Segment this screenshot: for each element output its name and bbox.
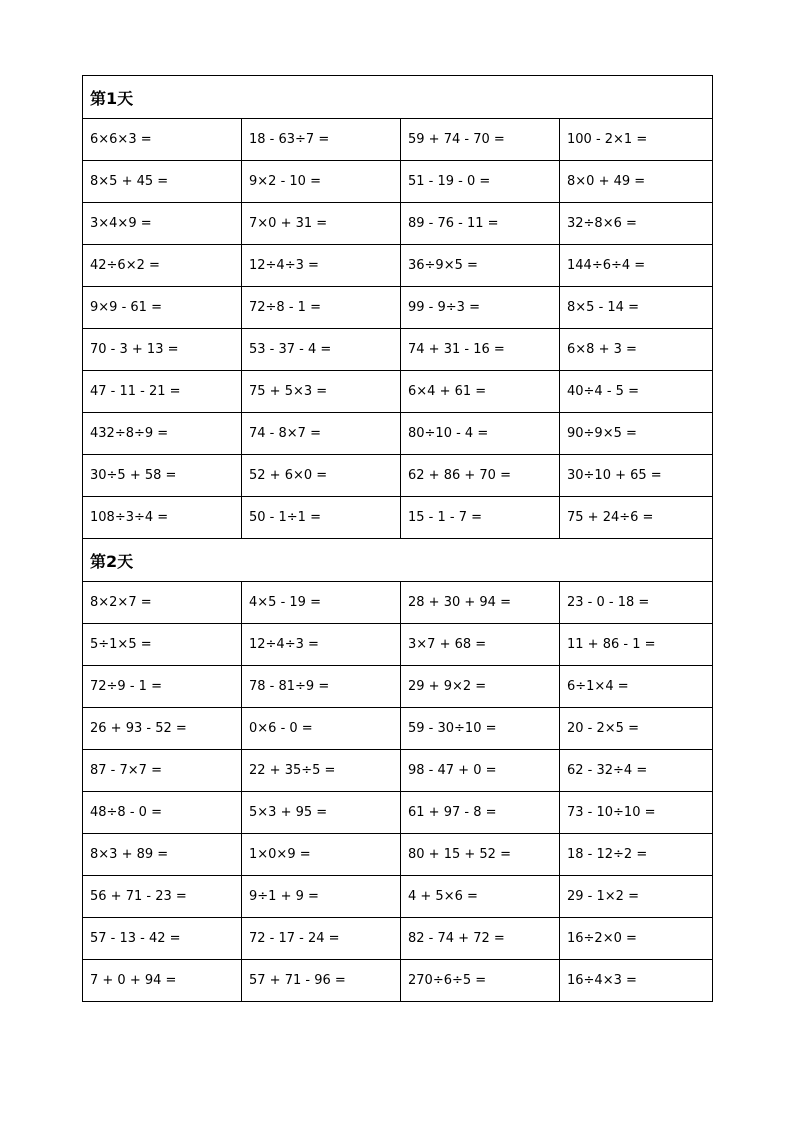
problem-cell: 80÷10 - 4 =: [401, 413, 560, 455]
problem-cell: 74 + 31 - 16 =: [401, 329, 560, 371]
problem-cell: 59 - 30÷10 =: [401, 708, 560, 750]
problem-cell: 8×3 + 89 =: [83, 834, 242, 876]
problem-row: [83, 708, 713, 750]
problem-cell: 78 - 81÷9 =: [242, 666, 401, 708]
problem-row: [83, 750, 713, 792]
problem-cell: 7×0 + 31 =: [242, 203, 401, 245]
problem-row: [83, 918, 713, 960]
problem-cell: 23 - 0 - 18 =: [560, 582, 713, 624]
worksheet-body: [83, 76, 713, 1002]
problem-cell: 57 + 71 - 96 =: [242, 960, 401, 1002]
problem-cell: 36÷9×5 =: [401, 245, 560, 287]
problem-cell: 87 - 7×7 =: [83, 750, 242, 792]
problem-cell: 6×8 + 3 =: [560, 329, 713, 371]
problem-cell: 9÷1 + 9 =: [242, 876, 401, 918]
problem-cell: 62 - 32÷4 =: [560, 750, 713, 792]
problem-cell: 8×2×7 =: [83, 582, 242, 624]
problem-row: [83, 582, 713, 624]
problem-cell: 26 + 93 - 52 =: [83, 708, 242, 750]
problem-row: [83, 245, 713, 287]
problem-cell: 73 - 10÷10 =: [560, 792, 713, 834]
problem-cell: 6×4 + 61 =: [401, 371, 560, 413]
problem-cell: 1×0×9 =: [242, 834, 401, 876]
problem-cell: 57 - 13 - 42 =: [83, 918, 242, 960]
day-header-row: [83, 539, 713, 582]
problem-row: [83, 413, 713, 455]
problem-cell: 98 - 47 + 0 =: [401, 750, 560, 792]
problem-cell: 72 - 17 - 24 =: [242, 918, 401, 960]
problem-cell: 47 - 11 - 21 =: [83, 371, 242, 413]
problem-row: [83, 960, 713, 1002]
problem-cell: 82 - 74 + 72 =: [401, 918, 560, 960]
day-title: 第1天: [83, 76, 713, 119]
problem-cell: 8×0 + 49 =: [560, 161, 713, 203]
worksheet-table: [82, 75, 713, 1002]
problem-cell: 20 - 2×5 =: [560, 708, 713, 750]
problem-row: [83, 371, 713, 413]
problem-cell: 80 + 15 + 52 =: [401, 834, 560, 876]
problem-row: [83, 203, 713, 245]
problem-cell: 50 - 1÷1 =: [242, 497, 401, 539]
problem-cell: 4 + 5×6 =: [401, 876, 560, 918]
problem-cell: 28 + 30 + 94 =: [401, 582, 560, 624]
problem-cell: 16÷4×3 =: [560, 960, 713, 1002]
problem-cell: 48÷8 - 0 =: [83, 792, 242, 834]
problem-cell: 100 - 2×1 =: [560, 119, 713, 161]
problem-row: [83, 119, 713, 161]
problem-cell: 11 + 86 - 1 =: [560, 624, 713, 666]
problem-cell: 144÷6÷4 =: [560, 245, 713, 287]
problem-row: [83, 161, 713, 203]
day-header-row: [83, 76, 713, 119]
problem-cell: 9×2 - 10 =: [242, 161, 401, 203]
problem-cell: 40÷4 - 5 =: [560, 371, 713, 413]
problem-cell: 42÷6×2 =: [83, 245, 242, 287]
problem-cell: 29 + 9×2 =: [401, 666, 560, 708]
problem-cell: 30÷10 + 65 =: [560, 455, 713, 497]
problem-row: [83, 455, 713, 497]
problem-row: [83, 329, 713, 371]
problem-cell: 8×5 + 45 =: [83, 161, 242, 203]
problem-cell: 6×6×3 =: [83, 119, 242, 161]
problem-cell: 7 + 0 + 94 =: [83, 960, 242, 1002]
problem-row: [83, 876, 713, 918]
problem-cell: 99 - 9÷3 =: [401, 287, 560, 329]
problem-row: [83, 624, 713, 666]
problem-cell: 75 + 24÷6 =: [560, 497, 713, 539]
problem-cell: 75 + 5×3 =: [242, 371, 401, 413]
problem-cell: 270÷6÷5 =: [401, 960, 560, 1002]
problem-cell: 72÷8 - 1 =: [242, 287, 401, 329]
problem-cell: 18 - 63÷7 =: [242, 119, 401, 161]
problem-cell: 5÷1×5 =: [83, 624, 242, 666]
day-title: 第2天: [83, 539, 713, 582]
problem-row: [83, 287, 713, 329]
problem-cell: 61 + 97 - 8 =: [401, 792, 560, 834]
problem-cell: 62 + 86 + 70 =: [401, 455, 560, 497]
problem-cell: 8×5 - 14 =: [560, 287, 713, 329]
problem-cell: 53 - 37 - 4 =: [242, 329, 401, 371]
problem-cell: 6÷1×4 =: [560, 666, 713, 708]
problem-cell: 52 + 6×0 =: [242, 455, 401, 497]
problem-cell: 70 - 3 + 13 =: [83, 329, 242, 371]
problem-cell: 15 - 1 - 7 =: [401, 497, 560, 539]
problem-cell: 59 + 74 - 70 =: [401, 119, 560, 161]
problem-cell: 432÷8÷9 =: [83, 413, 242, 455]
problem-cell: 72÷9 - 1 =: [83, 666, 242, 708]
problem-cell: 9×9 - 61 =: [83, 287, 242, 329]
problem-cell: 30÷5 + 58 =: [83, 455, 242, 497]
problem-cell: 18 - 12÷2 =: [560, 834, 713, 876]
problem-cell: 32÷8×6 =: [560, 203, 713, 245]
problem-cell: 90÷9×5 =: [560, 413, 713, 455]
problem-row: [83, 497, 713, 539]
problem-cell: 29 - 1×2 =: [560, 876, 713, 918]
problem-cell: 12÷4÷3 =: [242, 245, 401, 287]
problem-row: [83, 666, 713, 708]
problem-cell: 4×5 - 19 =: [242, 582, 401, 624]
problem-cell: 74 - 8×7 =: [242, 413, 401, 455]
problem-row: [83, 834, 713, 876]
problem-cell: 12÷4÷3 =: [242, 624, 401, 666]
problem-cell: 56 + 71 - 23 =: [83, 876, 242, 918]
problem-cell: 16÷2×0 =: [560, 918, 713, 960]
problem-row: [83, 792, 713, 834]
problem-cell: 0×6 - 0 =: [242, 708, 401, 750]
problem-cell: 3×4×9 =: [83, 203, 242, 245]
problem-cell: 5×3 + 95 =: [242, 792, 401, 834]
problem-cell: 22 + 35÷5 =: [242, 750, 401, 792]
problem-cell: 108÷3÷4 =: [83, 497, 242, 539]
problem-cell: 89 - 76 - 11 =: [401, 203, 560, 245]
problem-cell: 51 - 19 - 0 =: [401, 161, 560, 203]
problem-cell: 3×7 + 68 =: [401, 624, 560, 666]
